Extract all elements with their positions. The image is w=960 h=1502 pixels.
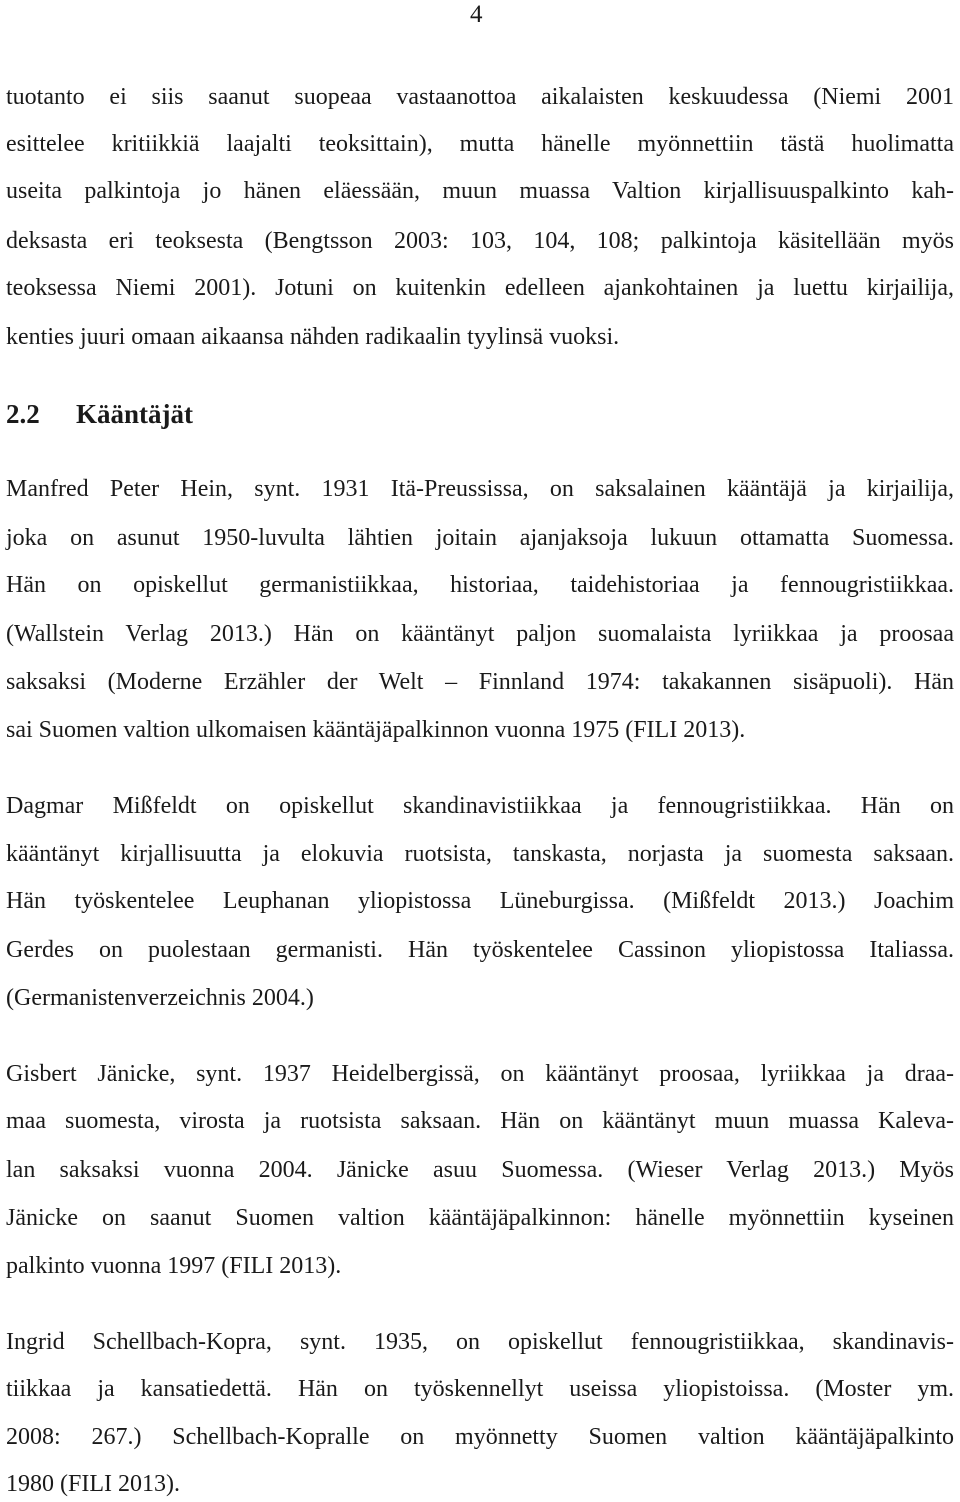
text-line: Jänicke on saanut Suomen valtion kääntäjäpalkinnon: hänelle myönnettiin kyseinen <box>6 1205 954 1231</box>
text-line: saksaksi (Moderne Erzähler der Welt – Finnland 1974: takakannen sisäpuoli). Hän <box>6 669 954 695</box>
text-line: deksasta eri teoksesta (Bengtsson 2003: 103, 104, 108; palkintoja käsitellään myös <box>6 228 954 254</box>
text-line: Dagmar Mißfeldt on opiskellut skandinavistiikkaa ja fennougristiikkaa. Hän on <box>6 793 954 819</box>
text-line: 1980 (FILI 2013). <box>6 1471 180 1497</box>
text-line: 2008: 267.) Schellbach-Kopralle on myönnetty Suomen valtion kääntäjäpalkinto <box>6 1424 954 1450</box>
text-line: Ingrid Schellbach-Kopra, synt. 1935, on opiskellut fennougristiikkaa, skandinavis- <box>6 1329 954 1355</box>
text-line: Manfred Peter Hein, synt. 1931 Itä-Preussissa, on saksalainen kääntäjä ja kirjailija, <box>6 476 954 502</box>
text-line: kenties juuri omaan aikaansa nähden radikaalin tyylinsä vuoksi. <box>6 324 620 350</box>
text-line: (Wallstein Verlag 2013.) Hän on kääntänyt paljon suomalaista lyriikkaa ja proosaa <box>6 621 954 647</box>
text-line: Hän on opiskellut germanistiikkaa, historiaa, taidehistoriaa ja fennougristiikkaa. <box>6 572 954 598</box>
text-line: palkinto vuonna 1997 (FILI 2013). <box>6 1253 342 1279</box>
text-line: maa suomesta, virosta ja ruotsista saksaan. Hän on kääntänyt muun muassa Kaleva- <box>6 1108 954 1134</box>
text-line: Hän työskentelee Leuphanan yliopistossa Lüneburgissa. (Mißfeldt 2013.) Joachim <box>6 888 954 914</box>
text-line: sai Suomen valtion ulkomaisen kääntäjäpalkinnon vuonna 1975 (FILI 2013). <box>6 717 746 743</box>
text-line: Gerdes on puolestaan germanisti. Hän työskentelee Cassinon yliopistossa Italiassa. <box>6 937 954 963</box>
text-line: kääntänyt kirjallisuutta ja elokuvia ruotsista, tanskasta, norjasta ja suomesta saksaan. <box>6 841 954 867</box>
page-number: 4 <box>470 1 483 28</box>
section-heading <box>6 398 193 430</box>
text-line: (Germanistenverzeichnis 2004.) <box>6 985 314 1011</box>
text-line: Gisbert Jänicke, synt. 1937 Heidelbergissä, on kääntänyt proosaa, lyriikkaa ja draa- <box>6 1061 954 1087</box>
text-line: tuotanto ei siis saanut suopeaa vastaanottoa aikalaisten keskuudessa (Niemi 2001 <box>6 84 954 110</box>
text-line: esittelee kritiikkiä laajalti teoksittain), mutta hänelle myönnettiin tästä huolimatta <box>6 131 954 157</box>
text-line: tiikkaa ja kansatiedettä. Hän on työskennellyt useissa yliopistoissa. (Moster ym. <box>6 1376 954 1402</box>
text-line: joka on asunut 1950-luvulta lähtien joitain ajanjaksoja lukuun ottamatta Suomessa. <box>6 525 954 551</box>
text-line: useita palkintoja jo hänen eläessään, muun muassa Valtion kirjallisuuspalkinto kah- <box>6 178 954 204</box>
section-title: Kääntäjät <box>76 399 193 429</box>
section-number: 2.2 <box>6 399 40 429</box>
text-line: teoksessa Niemi 2001). Jotuni on kuitenkin edelleen ajankohtainen ja luettu kirjailija, <box>6 275 954 301</box>
text-line: lan saksaksi vuonna 2004. Jänicke asuu Suomessa. (Wieser Verlag 2013.) Myös <box>6 1157 954 1183</box>
